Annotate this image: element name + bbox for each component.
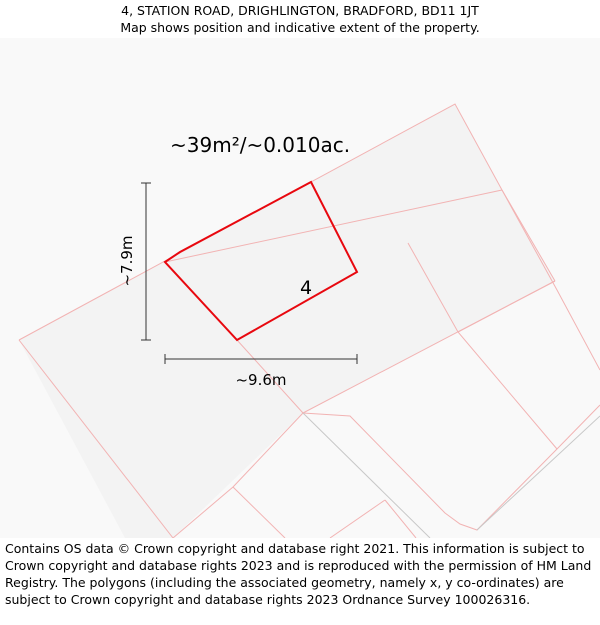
map-header: [0, 0, 600, 38]
copyright-notice: Contains OS data © Crown copyright and database right 2021. This information is subject to Crown copyright and database rights 2023 and is reproduced with the permission of HM Land Registry. The polygons (including the associated geometry, namely x, y co-ordinates) are subject to Crown copyright and database rights 2023 Ordnance Survey 100026316.: [5, 541, 592, 607]
map-subtitle: Map shows position and indicative extent of the property.: [120, 20, 480, 35]
plot-number: 4: [299, 277, 313, 299]
area-label: ~39m²/~0.010ac.: [170, 133, 351, 157]
width-label: ~9.6m: [235, 371, 287, 389]
parcel-block: [19, 104, 555, 538]
road-edges: [303, 413, 600, 538]
map-canvas[interactable]: [0, 38, 600, 538]
height-label: ~7.9m: [118, 235, 136, 287]
property-address: 4, STATION ROAD, DRIGHLINGTON, BRADFORD, BD11 1JT: [121, 3, 479, 18]
map-svg: [0, 38, 600, 538]
